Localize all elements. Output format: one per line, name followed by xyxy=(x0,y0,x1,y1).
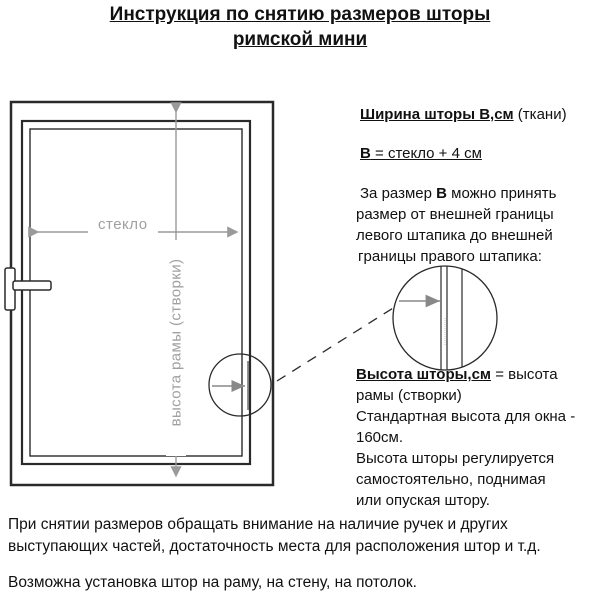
glass-label: стекло xyxy=(98,216,148,233)
height-heading-rest: = высота xyxy=(491,366,558,383)
width-formula-rest: = стекло + 4 см xyxy=(370,145,482,162)
page-title: Инструкция по снятию размеров шторы xyxy=(109,4,491,25)
height-line3: Стандартная высота для окна - xyxy=(356,408,576,425)
note-paragraph-line2: выступающих частей, достаточность места для расположения штор и т.д. xyxy=(8,538,541,555)
magnifier-circle-detail xyxy=(393,260,497,378)
height-heading xyxy=(356,364,558,385)
note-paragraph-line1: При снятии размеров обращать внимание на наличие ручек и других xyxy=(8,516,508,533)
width-formula xyxy=(360,143,482,164)
width-note-line4: границы правого штапика: xyxy=(358,248,542,265)
width-note-l1-pre: За размер xyxy=(360,185,437,202)
height-line7: или опуская штору. xyxy=(356,492,490,509)
page-subtitle: римской мини xyxy=(232,29,368,50)
note-installation: Возможна установка штор на раму, на стену, на потолок. xyxy=(8,574,417,591)
width-heading xyxy=(360,104,567,125)
height-line5: Высота шторы регулируется xyxy=(356,450,555,467)
height-heading-bold: Высота шторы,см xyxy=(356,366,492,383)
width-formula-b: B xyxy=(360,145,371,162)
width-note-l1-post: можно принять xyxy=(446,185,557,202)
width-note-line2: размер от внешней границы xyxy=(356,206,554,223)
height-line2: рамы (створки) xyxy=(356,387,462,404)
width-note-l1-bold: B xyxy=(436,185,447,202)
width-note-line3: левого штапика до внешней xyxy=(356,227,553,244)
height-line6: самостоятельно, поднимая xyxy=(356,471,546,488)
width-heading-bold: Ширина шторы B,см xyxy=(360,106,514,123)
height-line4: 160см. xyxy=(356,429,404,446)
width-heading-rest: (ткани) xyxy=(513,106,567,123)
width-note-line1 xyxy=(360,183,556,204)
window-glass xyxy=(30,129,242,456)
frame-height-label: высота рамы (створки) xyxy=(167,258,185,427)
